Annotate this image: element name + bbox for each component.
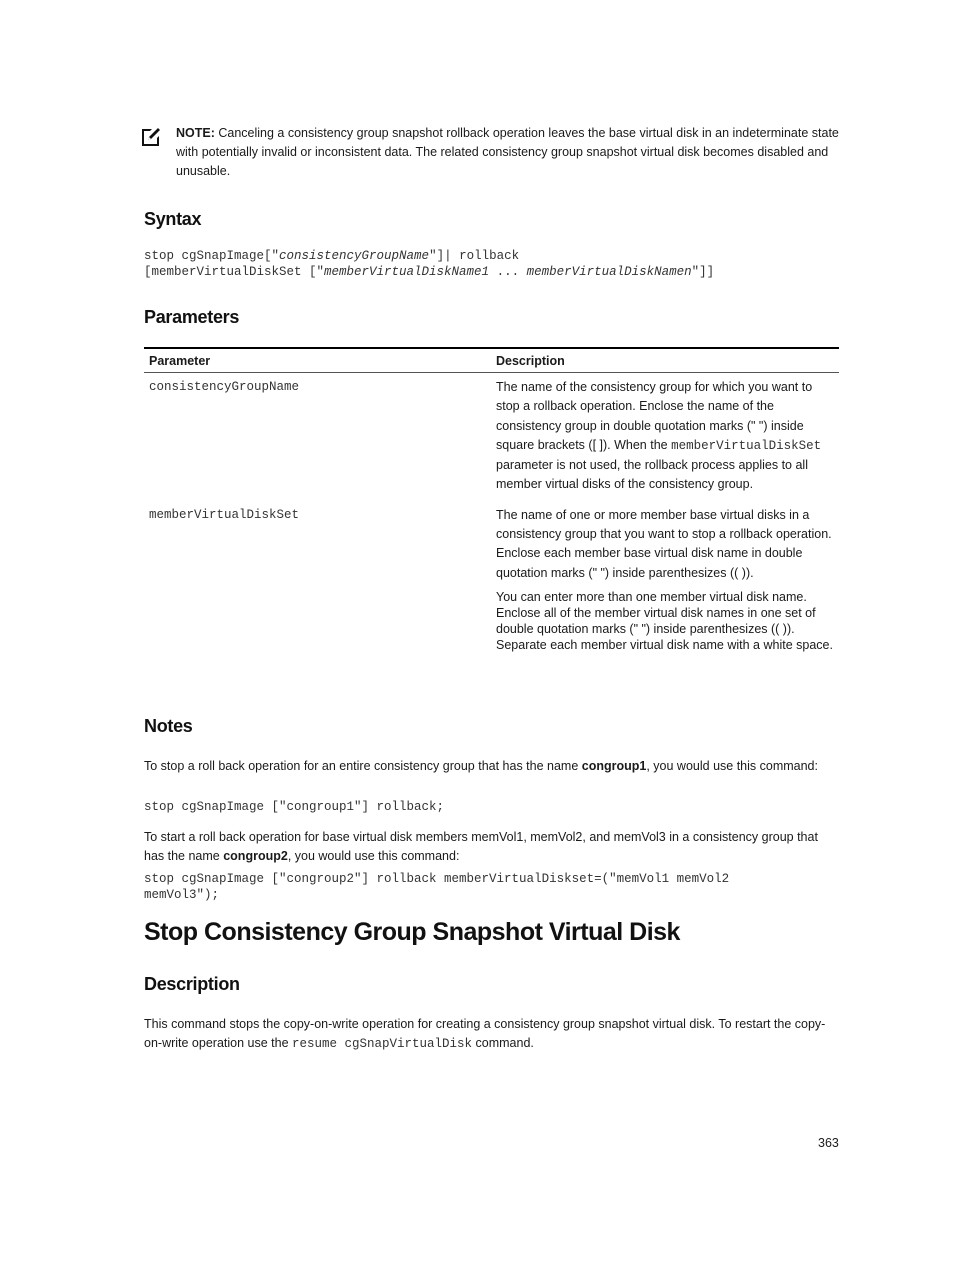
description-text: The name of the consistency group for which you want to stop a rollback operation. Enclose the name of the consistency group in double quotation marks (" ") inside square brackets ([ ]). When the [496, 380, 813, 452]
description-paragraph [144, 1015, 834, 1054]
syntax-code-text: "]] [691, 265, 715, 279]
notes-text: , you would use this command: [646, 759, 818, 773]
parameters-table [144, 347, 839, 653]
note-pencil-icon [140, 126, 162, 148]
syntax-code [144, 248, 714, 280]
section-title: Stop Consistency Group Snapshot Virtual Disk [144, 918, 680, 946]
column-header-description: Description [491, 348, 839, 373]
parameter-name-cell [144, 373, 491, 503]
parameters-heading: Parameters [144, 307, 240, 327]
notes-text: To start a roll back operation for base virtual disk members memVol1, memVol2, and memVol3 in a consistency group that has the name [144, 830, 818, 863]
page-number: 363 [818, 1136, 839, 1150]
syntax-code-text: [memberVirtualDiskSet [" [144, 265, 325, 279]
syntax-heading: Syntax [144, 209, 202, 229]
notes-paragraph-1 [144, 757, 834, 776]
notes-bold-name: congroup2 [223, 849, 288, 863]
parameter-description-extra: You can enter more than one member virtual disk name. Enclose all of the member virtual disk names in one set of double quotation marks (" ") inside parenthesizes (( )). Separate each member virtual disk name with a white space. [496, 589, 833, 652]
note-text [176, 124, 846, 181]
parameter-description: The name of one or more member base virtual disks in a consistency group that you want to stop a rollback operation. Enclose each member base virtual disk name in double quotation marks (" ") inside parenthesizes (( )). [496, 507, 832, 580]
table-header-row [144, 348, 839, 373]
notes-code-line: stop cgSnapImage ["congroup2"] rollback memberVirtualDiskset=("memVol1 memVol2 [144, 872, 730, 886]
syntax-code-text: "]| rollback [429, 249, 520, 263]
syntax-code-text: ... [489, 265, 527, 279]
parameter-description-cell [491, 373, 839, 503]
table-row [144, 373, 839, 503]
notes-bold-name: congroup1 [581, 759, 647, 773]
parameter-name: memberVirtualDiskSet [149, 507, 300, 522]
description-text: command. [472, 1036, 534, 1050]
note-label: NOTE: [176, 126, 215, 140]
column-header-parameter: Parameter [144, 348, 491, 373]
notes-paragraph-2 [144, 828, 834, 866]
description-text: This command stops the copy-on-write operation for creating a consistency group snapshot virtual disk. To restart the copy-on-write operation use the [144, 1017, 826, 1050]
description-inline-code: memberVirtualDiskSet [671, 438, 822, 453]
description-inline-code: resume cgSnapVirtualDisk [292, 1037, 473, 1051]
parameter-description [496, 378, 834, 495]
syntax-code-var: memberVirtualDiskNamen [526, 265, 692, 279]
notes-code-line: memVol3"); [144, 888, 220, 902]
table-row [144, 503, 839, 653]
notes-text: To stop a roll back operation for an entire consistency group that has the name [144, 759, 582, 773]
notes-code-1: stop cgSnapImage ["congroup1"] rollback; [144, 800, 445, 814]
description-text: parameter is not used, the rollback process applies to all member virtual disks of the consistency group. [496, 458, 808, 492]
parameter-name-cell [144, 503, 491, 653]
notes-text: , you would use this command: [287, 849, 460, 863]
note-body: Canceling a consistency group snapshot rollback operation leaves the base virtual disk in an indeterminate state with potentially invalid or inconsistent data. The related consistency group snapshot virtual disk becomes disabled and unusable. [176, 126, 839, 178]
parameter-name: consistencyGroupName [149, 380, 300, 394]
syntax-code-text: stop cgSnapImage[" [144, 249, 280, 263]
notes-code-2 [144, 871, 729, 903]
syntax-code-var: consistencyGroupName [279, 249, 430, 263]
description-heading: Description [144, 974, 240, 994]
parameter-description-cell [491, 503, 839, 653]
syntax-code-var: memberVirtualDiskName1 [324, 265, 490, 279]
notes-heading: Notes [144, 716, 193, 736]
